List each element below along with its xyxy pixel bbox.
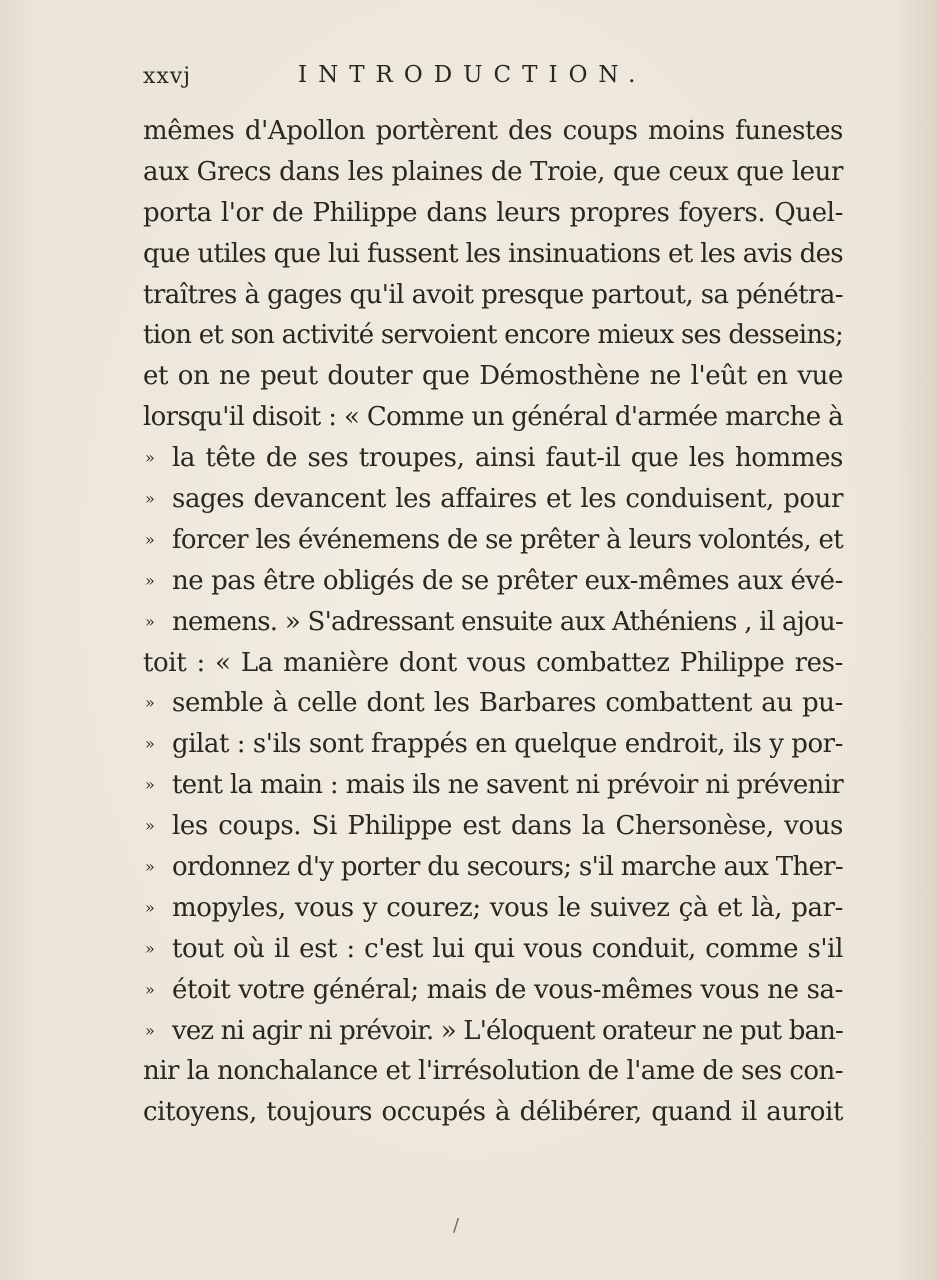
guillemet-mark: » [145,734,155,754]
text-line [0,519,937,560]
text-line [0,642,937,683]
line-text: aux Grecs dans les plaines de Troie, que ceux que leur [143,156,843,187]
line-text: mêmes d'Apollon portèrent des coups moins funestes [143,116,843,146]
line-text: tout où il est : c'est lui qui vous conduit, comme s'il [172,933,843,964]
running-head: INTRODUCTION. [298,62,647,88]
guillemet-mark: » [145,448,155,468]
text-line [0,723,937,764]
line-text: ordonnez d'y porter du secours; s'il marche aux Ther- [172,852,843,883]
line-text: que utiles que lui fussent les insinuations et les avis des [143,238,843,269]
text-line [0,928,937,969]
text-line [0,1091,937,1132]
text-line [0,396,937,437]
line-text: nemens. » S'adressant ensuite aux Athéniens , il ajou- [172,606,843,637]
guillemet-mark: » [145,570,155,590]
text-line [0,478,937,519]
text-line [0,560,937,601]
page-header [143,60,843,96]
line-text: traîtres à gages qu'il avoit presque partout, sa pénétra- [143,279,843,310]
text-line [0,1010,937,1051]
line-text: vez ni agir ni prévoir. » L'éloquent orateur ne put ban- [172,1015,843,1046]
guillemet-mark: » [145,816,155,836]
line-text: étoit votre général; mais de vous-mêmes vous ne sa- [172,974,843,1005]
guillemet-mark: » [145,693,155,713]
text-line [0,969,937,1010]
line-text: ne pas être obligés de se prêter eux-mêmes aux évé- [172,565,843,596]
line-text: nir la nonchalance et l'irrésolution de l'ame de ses con- [143,1056,843,1087]
line-text: citoyens, toujours occupés à délibérer, quand il auroit [143,1097,843,1128]
signature-mark: / [453,1215,460,1236]
line-text: la tête de ses troupes, ainsi faut-il que les hommes [172,443,843,474]
text-line [0,151,937,192]
line-text: sages devancent les affaires et les conduisent, pour [172,484,843,515]
guillemet-mark: » [145,775,155,795]
line-text: mopyles, vous y courez; vous le suivez çà et là, par- [172,892,843,923]
text-line [0,805,937,846]
text-line [0,601,937,642]
guillemet-mark: » [145,611,155,631]
line-text: les coups. Si Philippe est dans la Chersonèse, vous [172,811,843,842]
line-text: tion et son activité servoient encore mieux ses desseins; [143,320,843,351]
body-text [0,110,937,1132]
line-text: tent la main : mais ils ne savent ni prévoir ni prévenir [172,770,843,801]
line-text: forcer les événemens de se prêter à leurs volontés, et [172,524,843,555]
guillemet-mark: » [145,979,155,999]
text-line [0,437,937,478]
guillemet-mark: » [145,897,155,917]
line-text: lorsqu'il disoit : « Comme un général d'armée marche à [143,402,843,433]
guillemet-mark: » [145,1020,155,1040]
text-line [0,110,937,151]
text-line [0,233,937,274]
text-line [0,355,937,396]
text-line [0,846,937,887]
page-number: xxvj [143,64,192,89]
line-text: gilat : s'ils sont frappés en quelque endroit, ils y por- [172,729,843,760]
guillemet-mark: » [145,529,155,549]
guillemet-mark: » [145,938,155,958]
text-line [0,682,937,723]
line-text: semble à celle dont les Barbares combattent au pu- [172,688,843,719]
text-line [0,1050,937,1091]
text-line [0,314,937,355]
line-text: toit : « La manière dont vous combattez Philippe res- [143,647,843,678]
guillemet-mark: » [145,857,155,877]
text-line [0,274,937,315]
text-line [0,764,937,805]
guillemet-mark: » [145,489,155,509]
text-line [0,192,937,233]
text-line [0,887,937,928]
line-text: porta l'or de Philippe dans leurs propres foyers. Quel- [143,197,843,228]
line-text: et on ne peut douter que Démosthène ne l'eût en vue [143,361,843,392]
